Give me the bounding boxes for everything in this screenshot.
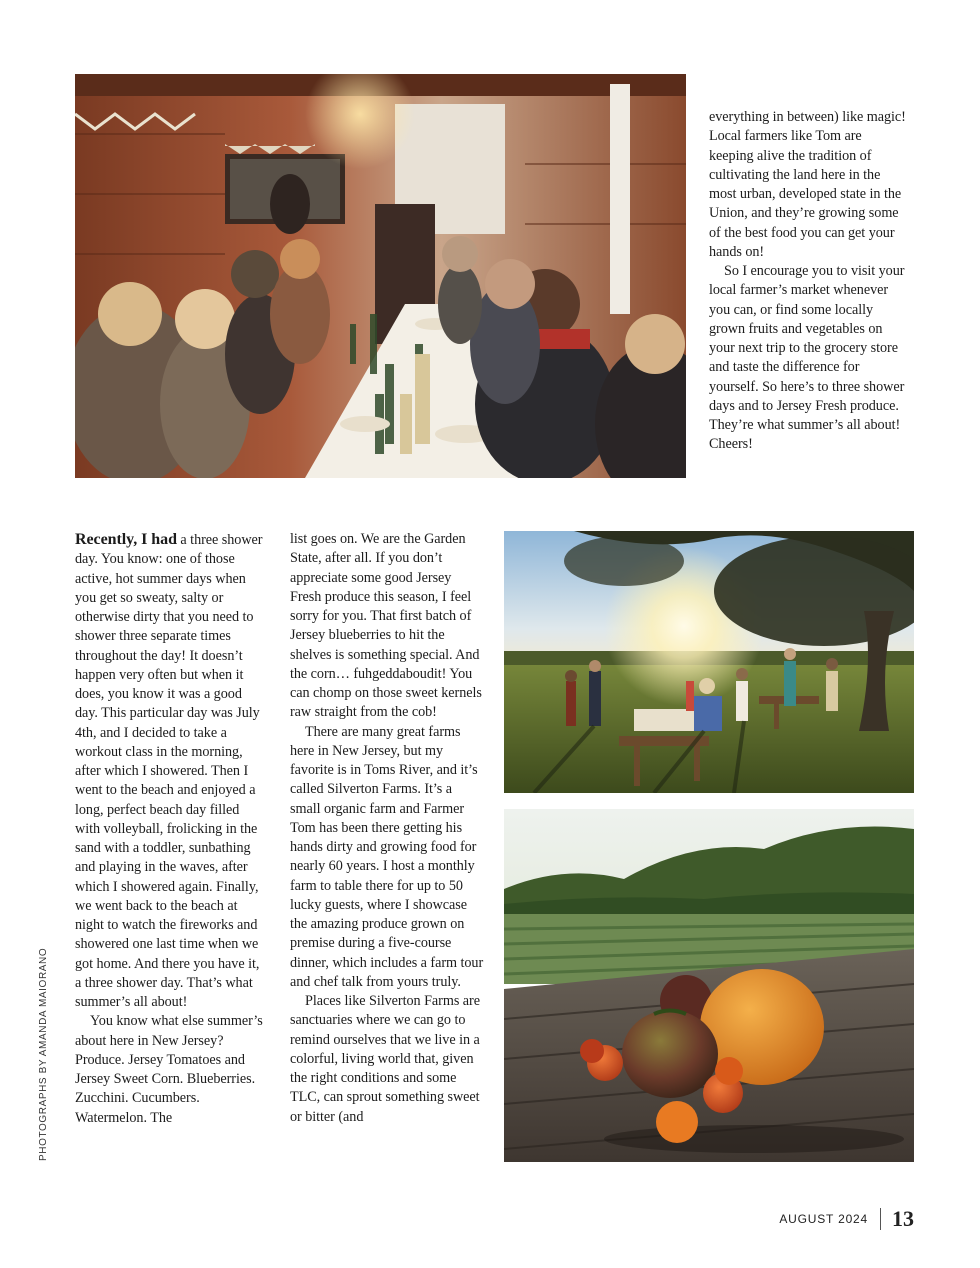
farm-field-photo: [504, 531, 914, 793]
lead-in: Recently, I had: [75, 531, 177, 548]
paragraph: You know what else summer’s about here in New Jersey? Produce. Jersey Tomatoes and Jersey Sweet Corn. Blueberries. Zucchini. Cucumbers. Watermelon. The: [75, 1013, 263, 1126]
page-number: 13: [892, 1206, 914, 1231]
article-column-1: [75, 530, 265, 1128]
paragraph: So I encourage you to visit your local farmer’s market whenever you can, or find some locally grown fruits and vegetables on your next trip to the grocery store and taste the difference for yourself. So here’s to three shower days and to Jersey Fresh produce. They’re what summer’s all about! Cheers!: [709, 263, 905, 453]
article-column-2: [290, 530, 484, 1127]
issue-date: AUGUST 2024: [779, 1212, 868, 1226]
paragraph: [75, 530, 265, 1012]
heirloom-tomatoes-photo: [504, 809, 914, 1162]
page-footer: [779, 1206, 914, 1232]
article-column-right: [709, 108, 909, 455]
barn-dinner-photo: [75, 74, 686, 478]
paragraph: everything in between) like magic! Local farmers like Tom are keeping alive the tradition of cultivating the land here in the most urban, developed state in the Union, and they’re growing some of the best food you can get your hands on!: [709, 109, 906, 260]
photo-credit: PHOTOGRAPHS BY AMANDA MAIORANO: [38, 947, 49, 1161]
paragraph-text: a three shower day. You know: one of those active, hot summer days when you get so sweaty, salty or otherwise dirty that you need to shower three separate times throughout the day! It doesn’t happen very often but when it does, you know it was a good day. This particular day was July 4th, and I decided to take a workout class in the morning, after which I showered. Then I went to the beach and enjoyed a long, perfect beach day filled with volleyball, frolicking in the sand with a toddler, sunbathing and playing in the waves, after which I showered again. Finally, we went back to the beach at night to watch the fireworks and showered one last time when we got home. And there you have it, a three shower day. That’s what summer’s all about!: [75, 532, 263, 1010]
paragraph: Places like Silverton Farms are sanctuaries where we can go to remind ourselves that we live in a colorful, living world that, given the right conditions and some TLC, can sprout something sweet or bitter (and: [290, 993, 480, 1125]
paragraph: There are many great farms here in New Jersey, but my favorite is in Toms River, and it’s called Silverton Farms. It’s a small organic farm and Farmer Tom has been there getting his hands dirty and growing food for nearly 60 years. I host a monthly farm to table there for up to 50 lucky guests, where I showcase the amazing produce grown on premise during a five-course dinner, which includes a farm tour and chef talk from yours truly.: [290, 723, 484, 990]
footer-divider: [880, 1208, 881, 1230]
paragraph: list goes on. We are the Garden State, after all. If you don’t appreciate some good Jersey Fresh produce this season, I feel sorry for you. That first batch of Jersey blueberries to hit the shelves is something special. And the corn… fuhgeddaboudit! You can chomp on those sweet kernels raw straight from the cob!: [290, 531, 482, 721]
